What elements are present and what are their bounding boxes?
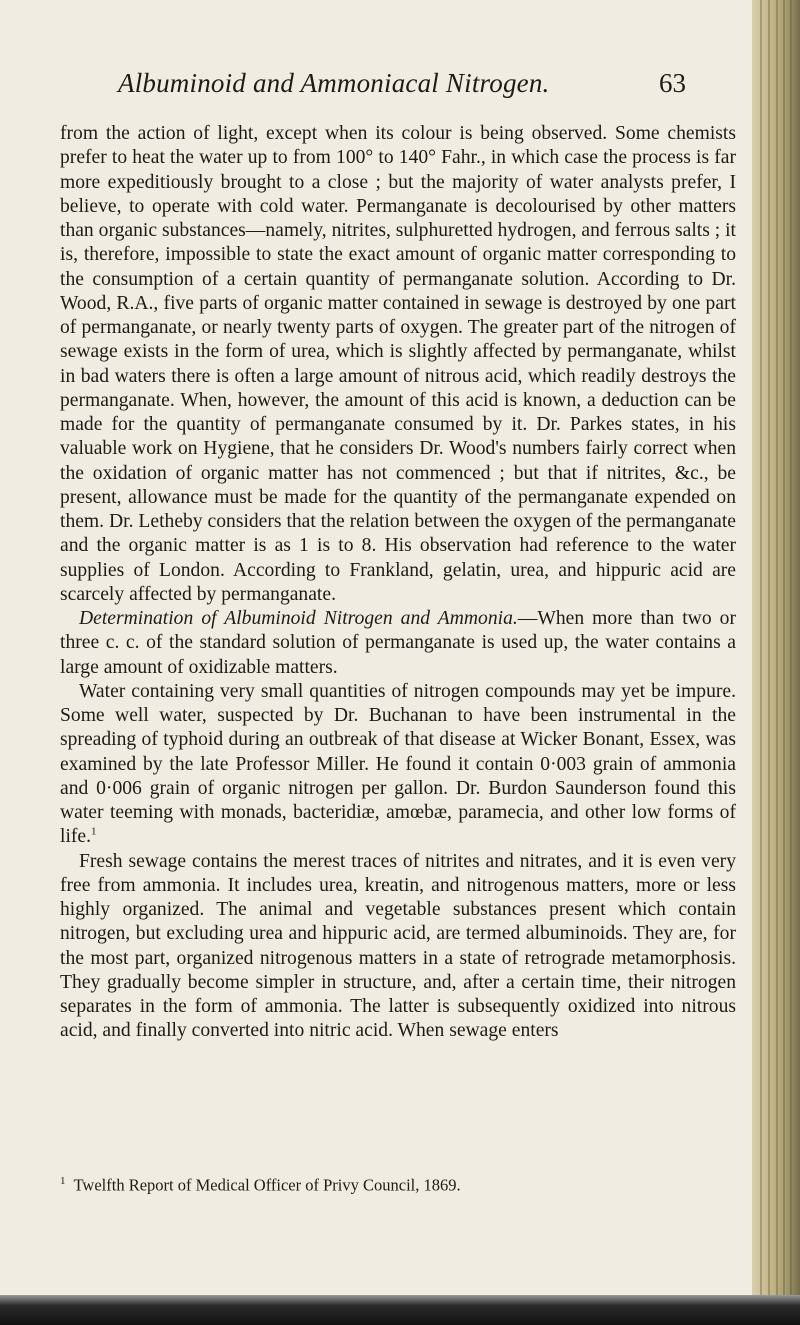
footnote — [60, 1171, 736, 1196]
running-title: Albuminoid and Ammoniacal Nitrogen. — [118, 68, 550, 98]
scan-bottom-edge — [0, 1295, 800, 1325]
paragraph-4: Fresh sewage contains the merest traces of nitrites and nitrates, and it is even very free from ammonia. It includes urea, kreatin, and nitrogenous matters, more or less highly organized. The animal and vegetable substances present which contain nitrogen, but excluding urea and hippuric acid, are termed albuminoids. They are, for the most part, organized nitrogenous matters in a state of retrograde metamorphosis. They gradually become simpler in structure, and, after a certain time, their nitrogen separates in the form of ammonia. The latter is subsequently oxidized into nitrous acid, and finally converted into nitric acid. When sewage enters — [60, 850, 736, 1042]
footnote-text: Twelfth Report of Medical Officer of Privy Council, 1869. — [73, 1175, 461, 1195]
page-header — [118, 68, 686, 108]
page-number: 63 — [659, 68, 686, 98]
paragraph-3 — [60, 680, 736, 850]
book-page-edges — [752, 0, 800, 1325]
paragraph-3-text: Water containing very small quantities of nitrogen compounds may yet be impure. Some well water, suspected by Dr. Buchanan to have been instrumental in the spreading of typhoid during an outbreak of that disease at Wicker Bonant, Essex, was examined by the late Professor Miller. He found it contain 0·003 grain of ammonia and 0·006 grain of organic nitrogen per gallon. Dr. Burdon Saunderson found this water teeming with monads, bacteridiæ, amœbæ, paramecia, and other low forms of life. — [60, 680, 736, 848]
paragraph-1: from the action of light, except when its colour is being observed. Some chemists prefer to heat the water up to from 100° to 140° Fahr., in which case the process is far more expeditiously brought to a close ; but the majority of water analysts prefer, I believe, to operate with cold water. Permanganate is decolourised by other matters than organic substances—namely, nitrites, sulphuretted hydrogen, and ferrous salts ; it is, therefore, impossible to state the exact amount of organic matter corresponding to the consumption of a certain quantity of permanganate solution. According to Dr. Wood, R.A., five parts of organic matter contained in sewage is destroyed by one part of permanganate, or nearly twenty parts of oxygen. The greater part of the nitrogen of sewage exists in the form of urea, which is slightly affected by permanganate, whilst in bad waters there is often a large amount of nitrous acid, which readily destroys the permanganate. When, however, the amount of this acid is known, a deduction can be made for the quantity of permanganate consumed by it. Dr. Parkes states, in his valuable work on Hygiene, that he considers Dr. Wood's numbers fairly correct when the oxidation of organic matter has not commenced ; but that if nitrites, &c., be present, allowance must be made for the quantity of the permanganate expended on them. Dr. Letheby considers that the relation between the oxygen of the permanganate and the organic matter is as 1 is to 8. His observation had reference to the water supplies of London. According to Frankland, gelatin, urea, and hippuric acid are scarcely affected by permanganate. — [60, 123, 736, 605]
paragraph-2-text: —When more than two or three c. c. of the standard solution of permanganate is used up, the water contains a large amount of oxidizable matters. — [60, 608, 736, 678]
footnote-reference: 1 — [91, 825, 97, 838]
paragraph-2 — [60, 607, 736, 680]
body-text — [60, 122, 736, 1044]
footnote-marker: 1 — [60, 1175, 66, 1187]
section-heading: Determination of Albuminoid Nitrogen and Ammonia. — [79, 608, 518, 629]
